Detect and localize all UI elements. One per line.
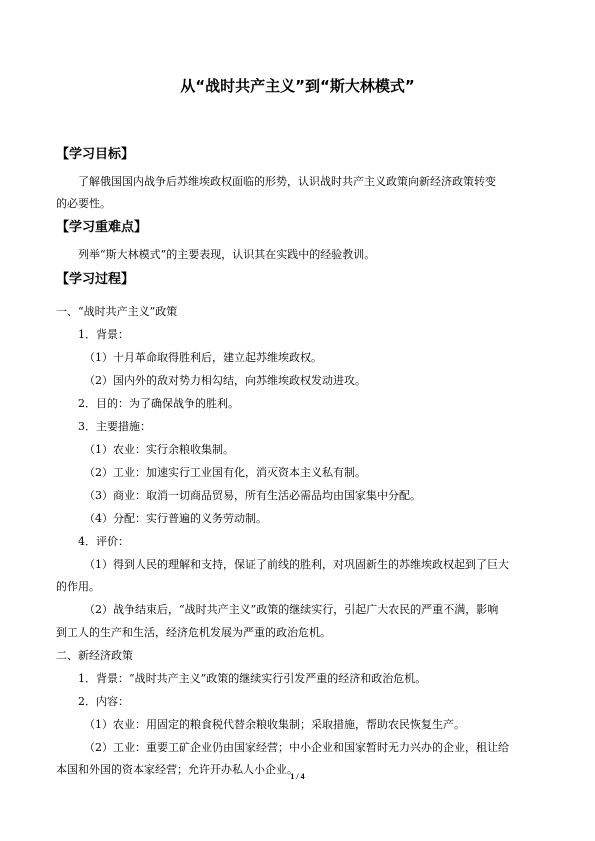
process-line-13: 的作用。	[56, 580, 100, 593]
process-line-7: （1）农业：实行余粮收集制。	[84, 443, 234, 456]
process-line-6: 3．主要措施：	[78, 420, 151, 433]
goals-line-1: 了解俄国国内战争后苏维埃政权面临的形势，认识战时共产主义政策向新经济政策转变	[78, 175, 496, 188]
process-line-16: 二、新经济政策	[56, 649, 133, 662]
document-title: 从“战时共产主义”到“斯大林模式”	[180, 77, 415, 95]
goals-line-2: 的必要性。	[56, 197, 111, 210]
section-heading-goals: 【学习目标】	[56, 147, 135, 162]
process-line-14: （2）战争结束后，“战时共产主义”政策的继续实行，引起广大农民的严重不满，影响	[84, 603, 499, 616]
process-line-2: 1．背景：	[78, 328, 129, 341]
process-line-21: 本国和外国的资本家经营；允许开办私人小企业。	[56, 763, 298, 776]
page-number: 1 / 4	[290, 772, 305, 781]
process-line-1: 一、“战时共产主义”政策	[56, 305, 178, 318]
process-line-11: 4．评价：	[78, 535, 129, 548]
process-line-5: 2．目的：为了确保战争的胜利。	[78, 397, 239, 410]
process-line-3: （1）十月革命取得胜利后，建立起苏维埃政权。	[84, 351, 322, 364]
process-line-4: （2）国内外的敌对势力相勾结，向苏维埃政权发动进攻。	[84, 374, 366, 387]
process-line-18: 2．内容：	[78, 695, 129, 708]
process-line-10: （4）分配：实行普遍的义务劳动制。	[84, 512, 267, 525]
process-line-9: （3）商业：取消一切商品贸易，所有生活必需品均由国家集中分配。	[84, 489, 421, 502]
process-line-15: 到工人的生产和生活，经济危机发展为严重的政治危机。	[56, 626, 331, 639]
process-line-20: （2）工业：重要工矿企业仍由国家经营；中小企业和国家暂时无力兴办的企业，租让给	[84, 741, 509, 754]
key-points-line-1: 列举“斯大林模式”的主要表现，认识其在实践中的经验教训。	[78, 248, 376, 261]
process-line-12: （1）得到人民的理解和支持，保证了前线的胜利，对巩固新生的苏维埃政权起到了巨大	[84, 558, 509, 571]
process-line-19: （1）农业：用固定的粮食税代替余粮收集制；采取措施，帮助农民恢复生产。	[84, 718, 465, 731]
process-line-8: （2）工业：加速实行工业国有化，消灭资本主义私有制。	[84, 466, 366, 479]
section-heading-key-points: 【学习重难点】	[56, 220, 148, 235]
process-line-17: 1．背景：“战时共产主义”政策的继续实行引发严重的经济和政治危机。	[78, 672, 427, 685]
section-heading-process: 【学习过程】	[56, 272, 135, 287]
